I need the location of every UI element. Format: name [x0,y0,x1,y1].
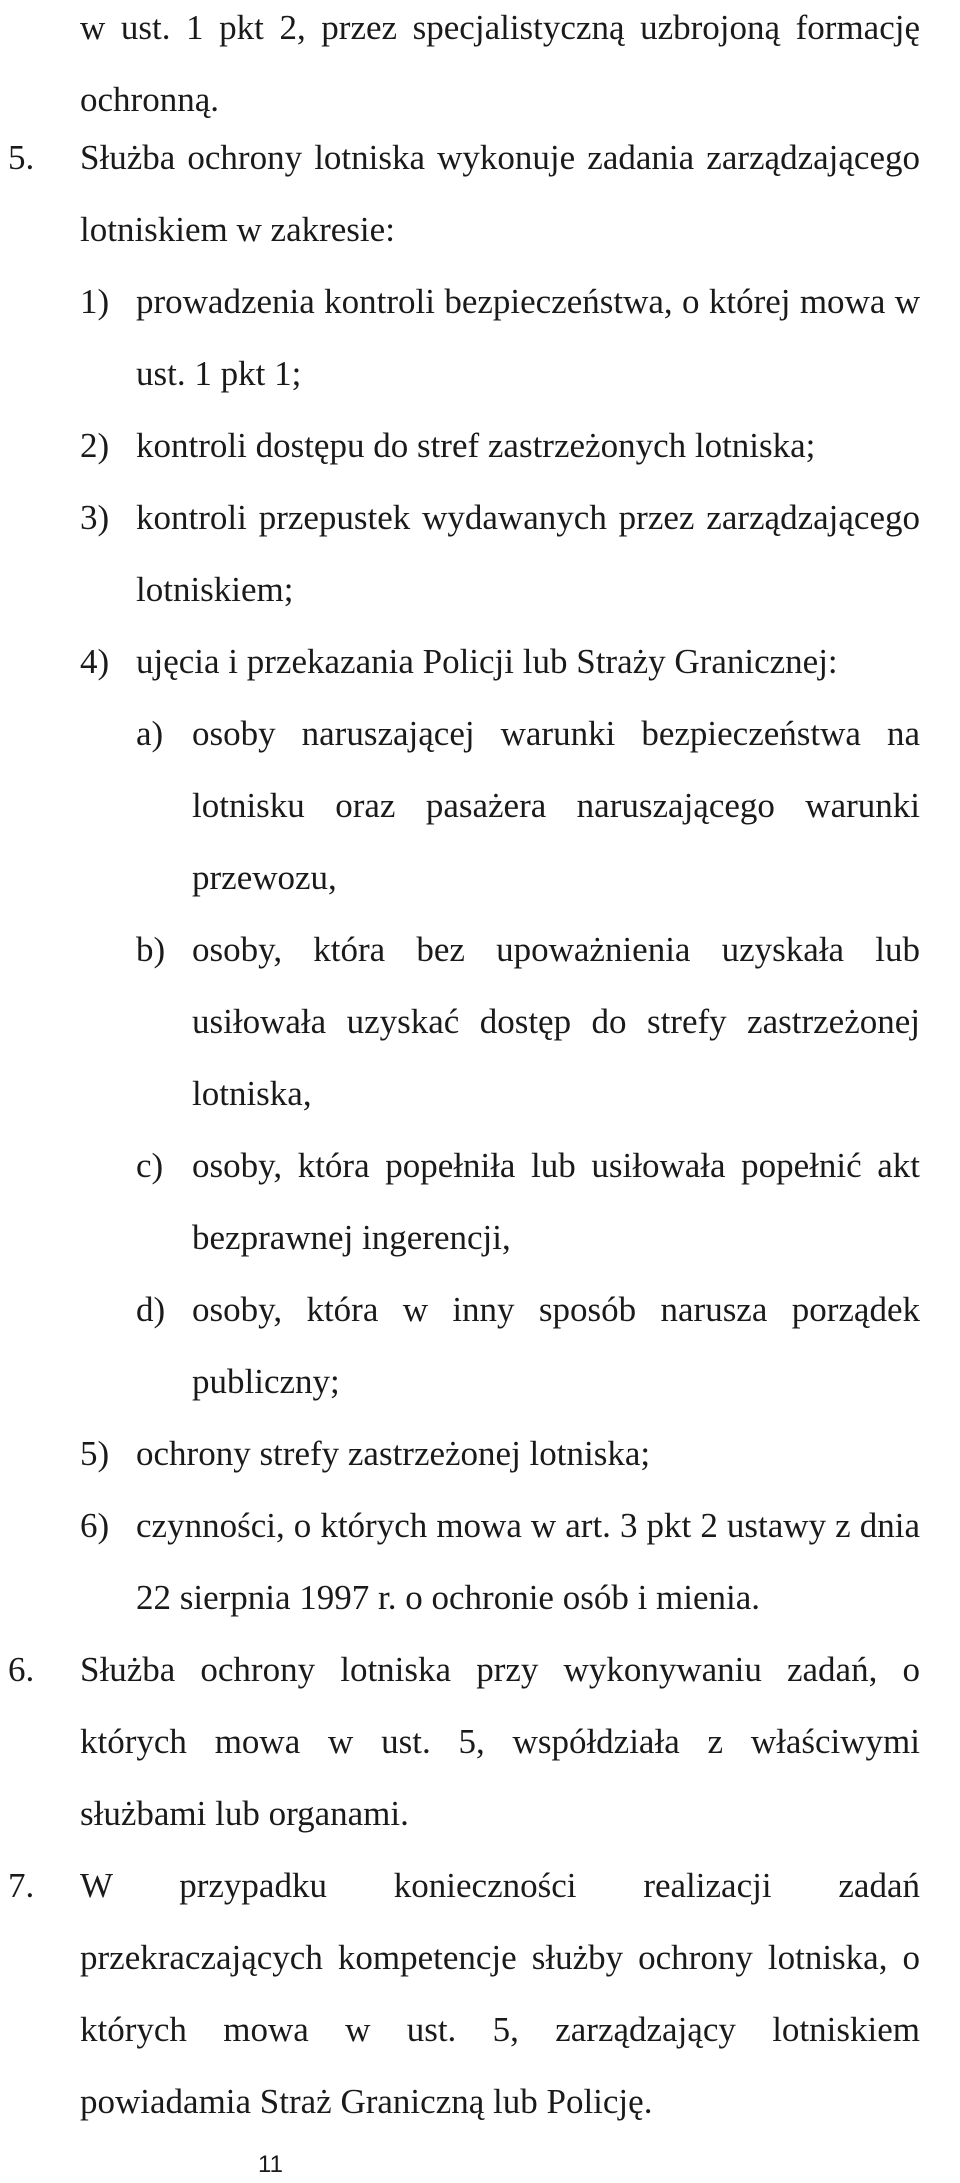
paragraph-number: 7. [8,1866,35,1905]
paragraph-intro: Służba ochrony lotniska wykonuje zadania zarządzającego lotniskiem w zakresie: [80,138,920,249]
point-text: prowadzenia kontroli bezpieczeństwa, o której mowa w ust. 1 pkt 1; [136,282,920,393]
point-number: 6) [80,1506,110,1545]
paragraph-intro: Służba ochrony lotniska przy wykonywaniu zadań, o których mowa w ust. 5, współdziała z właściwymi służbami lub organami. [80,1650,920,1833]
paragraph-number: 6. [8,1650,35,1689]
letter-text: osoby, która bez upoważnienia uzyskała lub usiłowała uzyskać dostęp do strefy zastrzeżonej lotniska, [192,930,920,1113]
letter-d [136,1274,920,1418]
letter-label: a) [136,714,164,753]
letter-text: osoby naruszającej warunki bezpieczeństwa na lotnisku oraz pasażera naruszającego warunki przewozu, [192,714,920,897]
point-6 [80,1490,920,1634]
point-3 [80,482,920,626]
letter-b [136,914,920,1130]
letter-text: osoby, która popełniła lub usiłowała popełnić akt bezprawnej ingerencji, [192,1146,920,1257]
point-number: 1) [80,282,110,321]
point-text: kontroli dostępu do stref zastrzeżonych lotniska; [136,426,816,465]
point-number: 4) [80,642,110,681]
point-5 [80,1418,920,1490]
paragraph-5 [8,122,920,266]
point-text: ujęcia i przekazania Policji lub Straży Granicznej: [136,642,838,681]
letter-label: b) [136,930,166,969]
point-4 [80,626,920,698]
letter-label: c) [136,1146,164,1185]
paragraph-intro: W przypadku konieczności realizacji zadań przekraczających kompetencje służby ochrony lotniska, o których mowa w ust. 5, zarządzający lotniskiem powiadamia Straż Graniczną lub Policję. [80,1866,920,2121]
point-text: ochrony strefy zastrzeżonej lotniska; [136,1434,651,1473]
point-number: 2) [80,426,110,465]
paragraph-7 [8,1850,920,2138]
letter-label: d) [136,1290,166,1329]
paragraph-number: 5. [8,138,35,177]
paragraph-6 [8,1634,920,1850]
point-text: czynności, o których mowa w art. 3 pkt 2 ustawy z dnia 22 sierpnia 1997 r. o ochronie osób i mienia. [136,1506,920,1617]
point-number: 3) [80,498,110,537]
point-number: 5) [80,1434,110,1473]
point-1 [80,266,920,410]
letter-a [136,698,920,914]
continuation-text: w ust. 1 pkt 2, przez specjalistyczną uzbrojoną formację ochronną. [80,8,920,119]
letter-text: osoby, która w inny sposób narusza porządek publiczny; [192,1290,920,1401]
point-text: kontroli przepustek wydawanych przez zarządzającego lotniskiem; [136,498,920,609]
point-2 [80,410,920,482]
letter-c [136,1130,920,1274]
page-number: 11 [258,2151,283,2178]
